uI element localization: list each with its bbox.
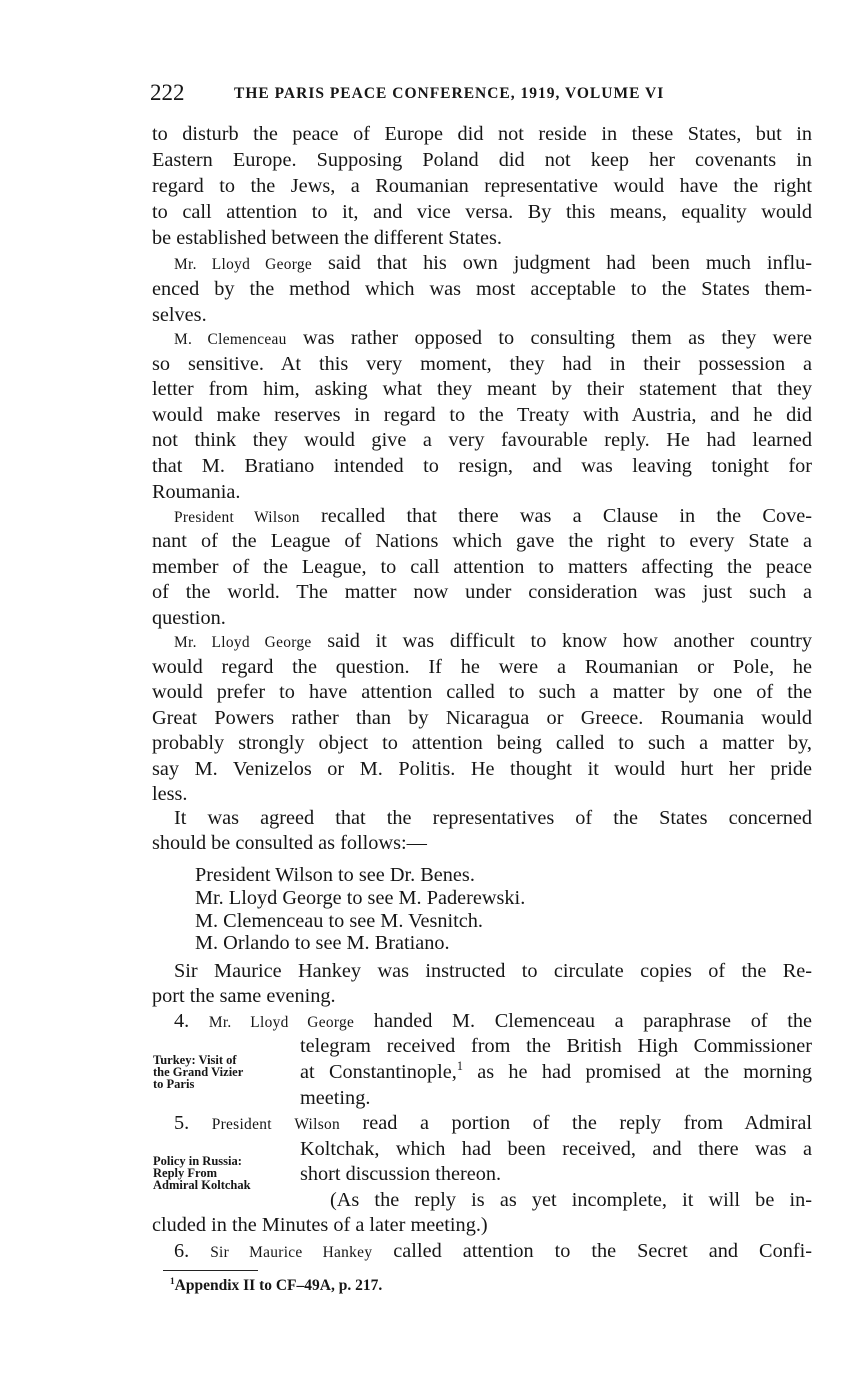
page-number: 222 [150, 80, 185, 105]
text-line: (As the reply is as yet incomplete, it will be in- [330, 1189, 812, 1211]
text-line: say M. Venizelos or M. Politis. He thought it would hurt her pride [152, 758, 812, 780]
speaker-name: President Wilson [174, 509, 300, 526]
text-line [152, 250, 812, 278]
list-item: M. Orlando to see M. Bratiano. [195, 932, 450, 954]
text-line [152, 628, 812, 656]
text-line: not think they would give a very favourable reply. He had learned [152, 429, 812, 451]
text-line: port the same evening. [152, 985, 336, 1007]
footnote-divider [163, 1270, 258, 1271]
text-line: to call attention to it, and vice versa. By this means, equality would [152, 201, 812, 223]
speaker-name: Mr. Lloyd George [208, 1014, 355, 1031]
text-line: Eastern Europe. Supposing Poland did not keep her covenants in [152, 149, 812, 171]
text-line: should be consulted as follows:— [152, 832, 427, 854]
footnote-marker: 1 [170, 1276, 175, 1287]
text-line: letter from him, asking what they meant by their statement that they [152, 378, 812, 400]
text-line: Sir Maurice Hankey was instructed to circulate copies of the Re- [174, 960, 812, 982]
text-line: member of the League, to call attention to matters affecting the peace [152, 556, 812, 578]
text-run: at Constantinople, [300, 1061, 457, 1083]
footnote [170, 1277, 382, 1295]
list-item: M. Clemenceau to see M. Vesnitch. [195, 910, 484, 932]
text-line [300, 1059, 812, 1085]
text-line [152, 1008, 812, 1036]
text-run: as he had promised at the morning [462, 1061, 812, 1083]
text-line: short discussion thereon. [300, 1163, 502, 1185]
margin-note-line: Reply From [153, 1166, 217, 1180]
text-line: enced by the method which was most acceptable to the States them- [152, 278, 812, 300]
text-line [152, 1238, 812, 1266]
footnote-ref: 1 [456, 1059, 463, 1074]
text-line: regard to the Jews, a Roumanian representative would have the right [152, 175, 812, 197]
text-run: called attention to the Secret and Confi- [372, 1240, 812, 1262]
margin-note-line: Admiral Koltchak [153, 1178, 251, 1192]
speaker-name: M. Clemenceau [174, 331, 287, 348]
margin-note [153, 1054, 293, 1090]
margin-note [153, 1155, 293, 1191]
running-title: THE PARIS PEACE CONFERENCE, 1919, VOLUME VI [234, 85, 665, 102]
text-line: that M. Bratiano intended to resign, and was leaving tonight for [152, 455, 812, 477]
text-line: telegram received from the British High Commissioner [300, 1035, 812, 1057]
text-line: Koltchak, which had been received, and there was a [300, 1138, 812, 1160]
text-run: said it was difficult to know how another country [311, 630, 812, 652]
margin-note-line: to Paris [153, 1077, 195, 1091]
text-line: Roumania. [152, 481, 241, 503]
margin-note-line: Turkey: Visit of [153, 1053, 237, 1067]
text-line: would make reserves in regard to the Treaty with Austria, and he did [152, 404, 812, 426]
text-line: of the world. The matter now under consideration was just such a [152, 581, 812, 603]
text-line: question. [152, 607, 226, 629]
speaker-name: Sir Maurice Hankey [210, 1244, 373, 1261]
text-line: less. [152, 783, 188, 805]
margin-note-line: the Grand Vizier [153, 1065, 244, 1079]
text-line: It was agreed that the representatives of the States concerned [174, 807, 812, 829]
text-line: selves. [152, 304, 207, 326]
text-run: read a portion of the reply from Admiral [340, 1112, 812, 1134]
text-run: said that his own judgment had been much influ- [312, 252, 812, 274]
text-line: meeting. [300, 1087, 371, 1109]
footnote-text: Appendix II to CF–49A, p. 217. [174, 1277, 383, 1294]
item-number: 4. [174, 1010, 209, 1032]
text-line: be established between the different States. [152, 227, 502, 249]
text-line: to disturb the peace of Europe did not reside in these States, but in [152, 123, 812, 145]
text-line: would regard the question. If he were a Roumanian or Pole, he [152, 656, 812, 678]
list-item: President Wilson to see Dr. Benes. [195, 864, 475, 886]
speaker-name: Mr. Lloyd George [174, 256, 313, 273]
text-run: handed M. Clemenceau a paraphrase of the [354, 1010, 812, 1032]
text-line: probably strongly object to attention being called to such a matter by, [152, 732, 812, 754]
speaker-name: Wilson [294, 1116, 341, 1133]
list-item: Mr. Lloyd George to see M. Paderewski. [195, 887, 526, 909]
item-number: 5. [174, 1112, 212, 1134]
item-number: 6. [174, 1240, 211, 1262]
running-header [150, 80, 815, 110]
text-line [152, 325, 812, 353]
text-run: was rather opposed to consulting them as they were [286, 327, 812, 349]
text-line: nant of the League of Nations which gave the right to every State a [152, 530, 812, 552]
text-run: recalled that there was a Clause in the Cove- [299, 505, 812, 527]
text-line: cluded in the Minutes of a later meeting.) [152, 1214, 488, 1236]
speaker-name: Mr. Lloyd George [174, 634, 312, 651]
text-line [152, 1110, 812, 1138]
margin-note-line: Policy in Russia: [153, 1154, 242, 1168]
text-line: would prefer to have attention called to such a matter by one of the [152, 681, 812, 703]
text-line: Great Powers rather than by Nicaragua or Greece. Roumania would [152, 707, 812, 729]
text-line: so sensitive. At this very moment, they had in their possession a [152, 353, 812, 375]
text-line [152, 503, 812, 531]
speaker-name: President [211, 1116, 272, 1133]
